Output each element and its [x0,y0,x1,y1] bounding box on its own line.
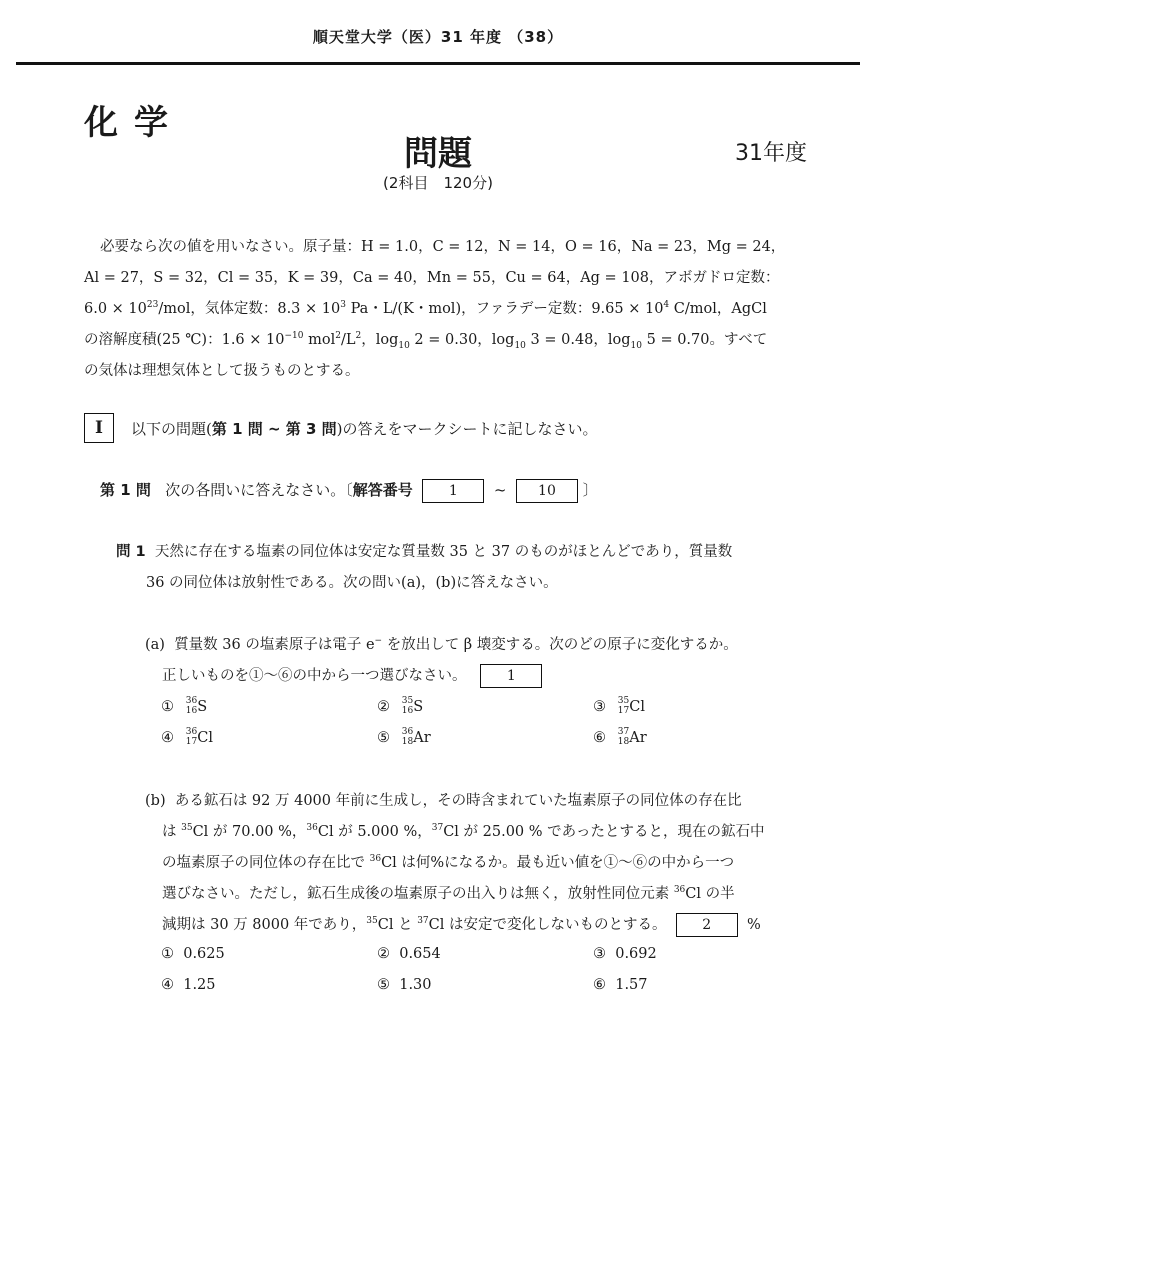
answer-box-2: 2 [676,913,738,937]
choice-b-2: ② 0.654 [377,946,441,962]
toi-label: 問 1 [116,544,146,560]
choice-b-4: ④ 1.25 [161,977,216,993]
choice-b-3: ③ 0.692 [593,946,657,962]
constants-preamble [84,232,784,387]
exam-year: 31年度 [735,141,807,166]
choice-b-6: ⑥ 1.57 [593,977,648,993]
question-1-heading: 第 1 問 次の各問いに答えなさい。〔解答番号 1 ~ 10 〕 [100,479,598,503]
preamble-line: の溶解度積(25 ℃)：$1.6 \times 10^{-10}$ $mol^2/L^2$，$\log_{10} 2 = 0.30$，$\log_{10} 3 = 0.48$，$\log_{10} 5 = 0.70$。すべて [84,331,768,351]
choice-a-4: ④ 36 17 Cl [161,727,213,747]
choice-a-6: ⑥ 37 18 Ar [593,727,647,747]
page-header: 順天堂大学（医）31 年度 （38） [312,28,564,46]
answer-box-start: 1 [422,479,484,503]
toi-1: 問 1 天然に存在する塩素の同位体は安定な質量数 35 と 37 のものがほとんどであり，質量数 36 の同位体は放射性である。次の問い(a)，(b)に答えなさい。 [116,544,733,591]
subject-title: 化学 [84,103,184,143]
choice-b-5: ⑤ 1.30 [377,977,432,993]
preamble-line: $6.0 \times 10^{23}$/mol，気体定数：$8.3 \times 10^3$ Pa・L/(K・mol)，ファラデー定数：$9.65 \times 10^4$ C/mol，AgCl [84,300,767,317]
choice-a-1: ① 36 16 S [161,696,208,716]
preamble-line: の気体は理想気体として扱うものとする。 [84,363,360,379]
choice-b-1: ① 0.625 [161,946,225,962]
choice-a-3: ③ 35 17 Cl [593,696,645,716]
page-title: 問題 [404,134,472,174]
answer-box-end: 10 [516,479,578,503]
preamble-line: Al = 27，S = 32，Cl = 35，K = 39，Ca = 40，Mn = 55，Cu = 64，Ag = 108，アボガドロ定数： [84,270,780,286]
preamble-line: 必要なら次の値を用いなさい。原子量：H = 1.0，C = 12，N = 14，O = 16，Na = 23，Mg = 24， [100,239,786,255]
answer-box-1: 1 [480,664,542,688]
part-a: (a) 質量数 36 の塩素原子は電子 e− を放出して β 壊変する。次のどの原子に変化するか。 正しいものを①～⑥の中から一つ選びなさい。 1 [145,630,738,692]
part-label: (b) [145,793,166,809]
exam-duration: (2科目 120分) [383,174,493,192]
choice-a-5: ⑤ 36 18 Ar [377,727,431,747]
question-label: 第 1 問 [100,481,151,499]
section-numeral-box: I [84,413,114,443]
part-b: (b) ある鉱石は 92 万 4000 年前に生成し，その時含まれていた塩素原子の同位体の存在比 は $^{35}$Cl が 70.00 %，$^{36}$Cl が 5.000 %，$^{37}$Cl が 25.00 % であったとすると，現在の鉱石中 の塩素原子の同位体の存在比で $^{36}$Cl は何%になるか。最も近い値を①～⑥の中から一つ 選びなさい。ただし，鉱石生成後の塩素原子の出入りは無く，放射性同位元素 $^{36}$Cl の半 減期は 30 万 8000 年であり，$^{35}$Cl と $^{37}$Cl は安定で変化しないものとする。 2 % [145,786,765,941]
header-rule [16,62,860,65]
part-label: (a) [145,637,165,653]
choice-a-2: ② 35 16 S [377,696,424,716]
section-intro: 以下の問題(第 1 問 ~ 第 3 問)の答えをマークシートに記しなさい。 [131,420,598,438]
